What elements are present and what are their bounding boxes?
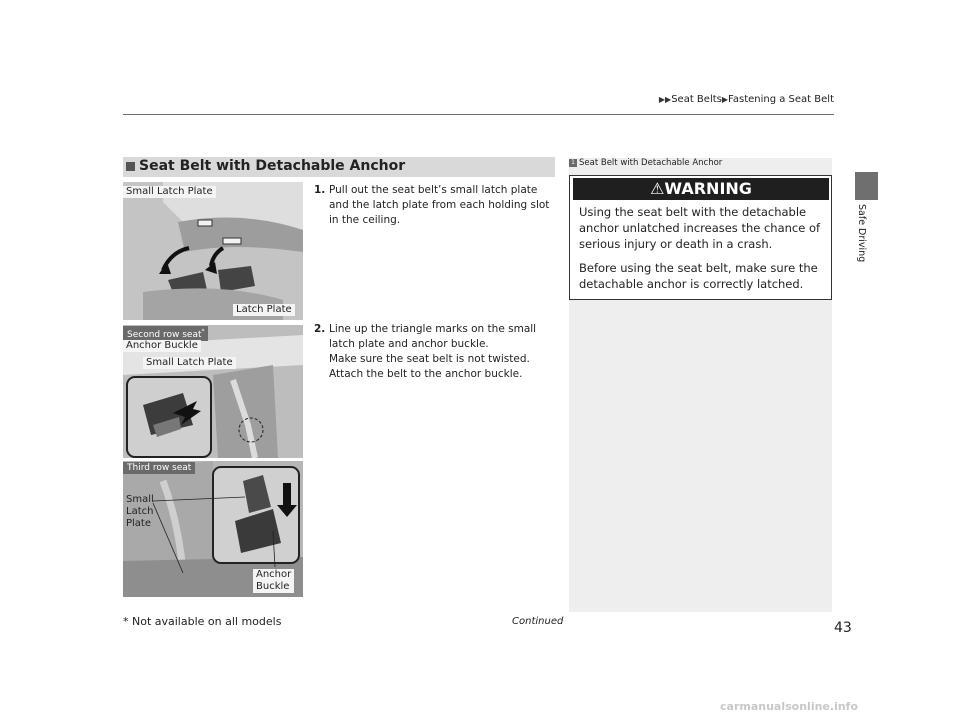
step-text: Line up the triangle marks on the small latch plate and anchor buckle. [329, 323, 537, 350]
warning-header [573, 178, 829, 200]
third-row-anchor-illustration [123, 461, 303, 597]
continued-label: Continued [512, 616, 564, 627]
breadcrumb [0, 94, 834, 105]
step-number: 2. [314, 323, 326, 335]
step-2 [314, 322, 556, 382]
location-tag: Second row seat* [123, 326, 208, 341]
section-tab[interactable] [852, 204, 882, 284]
warning-paragraph: Before using the seat belt, make sure the detachable anchor is correctly latched. [579, 261, 818, 291]
warning-text [579, 204, 827, 300]
breadcrumb-arrow-icon: ▶▶ [658, 95, 672, 104]
anchor-buckle-label: Anchor Buckle [253, 569, 294, 593]
section-tab-label: Safe Driving [856, 204, 867, 263]
note-reference-icon: 1 [569, 159, 577, 167]
page-number: 43 [834, 620, 852, 636]
section-title: Seat Belt with Detachable Anchor [139, 158, 406, 174]
anchor-buckle-label: Anchor Buckle [123, 340, 201, 352]
warning-triangle-icon: ⚠ [650, 179, 665, 198]
location-tag: Third row seat [123, 462, 195, 474]
footnote: * Not available on all models [123, 615, 282, 628]
step-1 [314, 183, 556, 228]
step-number: 1. [314, 184, 326, 196]
small-latch-plate-label: Small Latch Plate [143, 357, 236, 369]
step-text: Make sure the seat belt is not twisted. [329, 353, 530, 365]
second-row-anchor-illustration [123, 325, 303, 458]
square-bullet-icon [126, 162, 135, 171]
small-latch-plate-label: Small Latch Plate [123, 186, 216, 198]
warning-paragraph: Using the seat belt with the detachable anchor unlatched increases the chance of serious injury or death in a crash. [579, 205, 821, 251]
breadcrumb-item[interactable]: Fastening a Seat Belt [728, 94, 834, 105]
ceiling-latch-illustration [123, 182, 303, 320]
section-tab-marker [855, 172, 878, 200]
note-heading: 1 Seat Belt with Detachable Anchor [569, 158, 722, 168]
section-heading [123, 157, 555, 177]
header-divider [123, 114, 834, 115]
warning-title: WARNING [664, 179, 752, 198]
breadcrumb-item[interactable]: Seat Belts [671, 94, 722, 105]
watermark: carmanualsonline.info [720, 700, 858, 713]
step-text: Attach the belt to the anchor buckle. [329, 368, 523, 380]
small-latch-plate-label: Small Latch Plate [126, 494, 154, 529]
breadcrumb-arrow-icon: ▶ [721, 95, 729, 104]
step-text: Pull out the seat belt’s small latch plate and the latch plate from each holding slot in the ceiling. [329, 184, 550, 226]
latch-plate-label: Latch Plate [233, 304, 295, 316]
